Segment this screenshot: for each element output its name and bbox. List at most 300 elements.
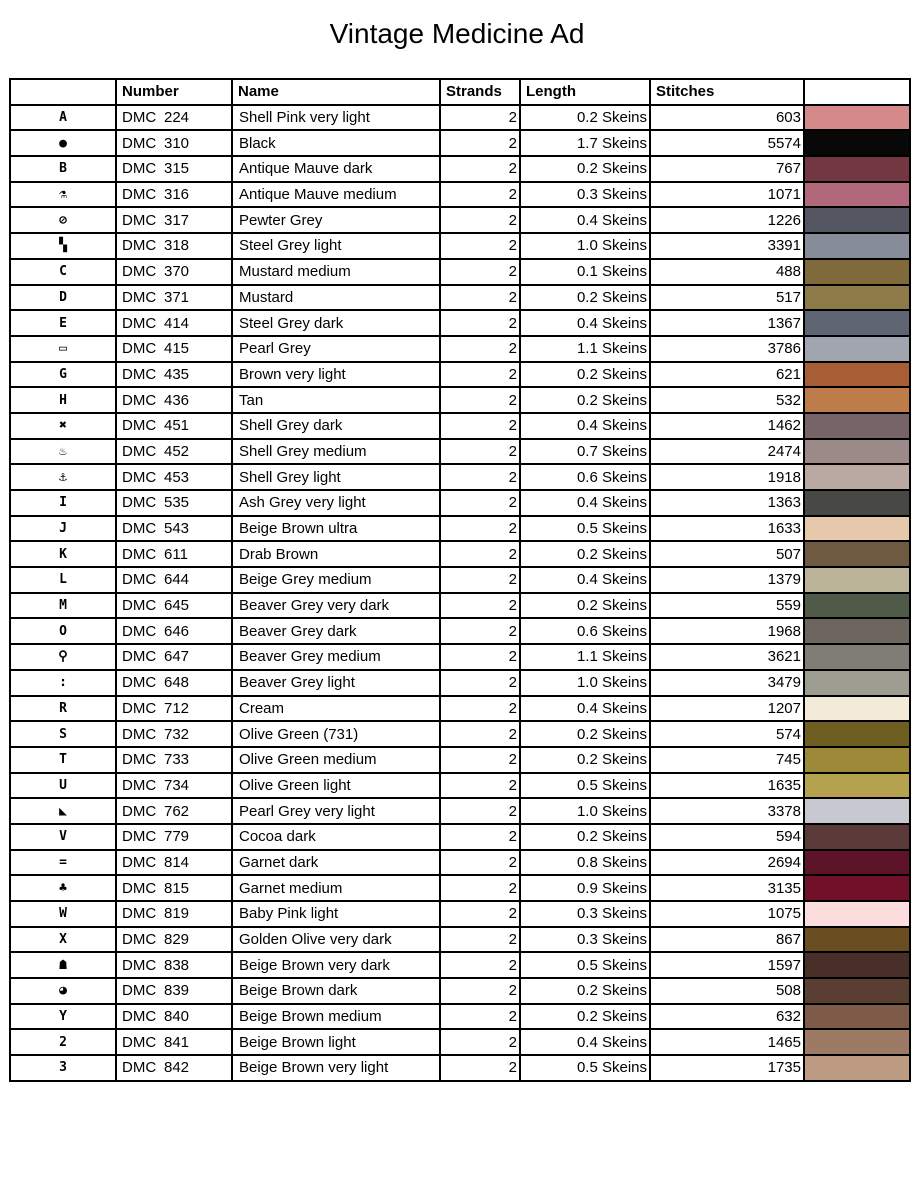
stitches-cell: 1379 [650, 567, 804, 593]
color-swatch [805, 440, 909, 464]
header-strands: Strands [440, 79, 520, 105]
name-cell: Drab Brown [232, 541, 440, 567]
strands-cell: 2 [440, 362, 520, 388]
header-stitches: Stitches [650, 79, 804, 105]
symbol-cell: Y [10, 1004, 116, 1030]
length-cell: 0.1 Skeins [520, 259, 650, 285]
color-swatch [805, 542, 909, 566]
strands-cell: 2 [440, 773, 520, 799]
symbol-cell: K [10, 541, 116, 567]
stitches-cell: 1226 [650, 207, 804, 233]
code-label: 318 [164, 237, 190, 255]
length-cell: 1.1 Skeins [520, 644, 650, 670]
symbol-cell: E [10, 310, 116, 336]
code-label: 371 [164, 288, 190, 306]
length-cell: 0.4 Skeins [520, 696, 650, 722]
table-row [10, 670, 910, 696]
color-swatch [805, 928, 909, 952]
color-swatch-cell [804, 824, 910, 850]
code-label: 436 [164, 391, 190, 409]
stitches-cell: 1735 [650, 1055, 804, 1081]
stitches-cell: 1363 [650, 490, 804, 516]
table-row [10, 773, 910, 799]
name-cell: Shell Grey medium [232, 439, 440, 465]
code-label: 814 [164, 853, 190, 871]
number-cell [116, 696, 232, 722]
stitches-cell: 1462 [650, 413, 804, 439]
color-swatch [805, 337, 909, 361]
strands-cell: 2 [440, 875, 520, 901]
length-cell: 0.2 Skeins [520, 978, 650, 1004]
color-swatch [805, 902, 909, 926]
stitches-cell: 488 [650, 259, 804, 285]
stitches-cell: 574 [650, 721, 804, 747]
color-swatch [805, 876, 909, 900]
color-swatch-cell [804, 310, 910, 336]
stitches-cell: 5574 [650, 130, 804, 156]
table-row [10, 156, 910, 182]
table-row [10, 541, 910, 567]
length-cell: 1.0 Skeins [520, 233, 650, 259]
number-cell [116, 259, 232, 285]
table-row [10, 207, 910, 233]
strands-cell: 2 [440, 336, 520, 362]
strands-cell: 2 [440, 490, 520, 516]
code-label: 841 [164, 1033, 190, 1051]
color-swatch-cell [804, 516, 910, 542]
name-cell: Olive Green medium [232, 747, 440, 773]
table-row [10, 362, 910, 388]
strands-cell: 2 [440, 644, 520, 670]
color-swatch-cell [804, 798, 910, 824]
number-cell [116, 978, 232, 1004]
brand-label: DMC [122, 160, 157, 178]
header-name: Name [232, 79, 440, 105]
brand-label: DMC [122, 776, 157, 794]
name-cell: Pearl Grey very light [232, 798, 440, 824]
brand-label: DMC [122, 442, 157, 460]
name-cell: Mustard medium [232, 259, 440, 285]
color-swatch-cell [804, 747, 910, 773]
color-swatch [805, 851, 909, 875]
length-cell: 0.2 Skeins [520, 362, 650, 388]
table-row [10, 875, 910, 901]
name-cell: Beige Brown ultra [232, 516, 440, 542]
table-row [10, 464, 910, 490]
table-row [10, 850, 910, 876]
table-row [10, 490, 910, 516]
length-cell: 1.1 Skeins [520, 336, 650, 362]
symbol-cell: ⚲ [10, 644, 116, 670]
page-title: Vintage Medicine Ad [329, 18, 585, 49]
brand-label: DMC [122, 956, 157, 974]
number-cell [116, 850, 232, 876]
color-swatch [805, 311, 909, 335]
table-row [10, 952, 910, 978]
color-swatch-cell [804, 156, 910, 182]
table-row [10, 798, 910, 824]
strands-cell: 2 [440, 541, 520, 567]
number-cell [116, 1029, 232, 1055]
stitches-cell: 745 [650, 747, 804, 773]
table-row [10, 721, 910, 747]
code-label: 646 [164, 622, 190, 640]
strands-cell: 2 [440, 156, 520, 182]
table-header-row [10, 79, 910, 105]
brand-label: DMC [122, 340, 157, 358]
name-cell: Shell Pink very light [232, 105, 440, 131]
color-swatch [805, 979, 909, 1003]
stitches-cell: 1635 [650, 773, 804, 799]
length-cell: 0.5 Skeins [520, 1055, 650, 1081]
code-label: 543 [164, 520, 190, 538]
length-cell: 0.7 Skeins [520, 439, 650, 465]
stitches-cell: 3786 [650, 336, 804, 362]
table-row [10, 927, 910, 953]
symbol-cell: H [10, 387, 116, 413]
length-cell: 0.2 Skeins [520, 824, 650, 850]
table-row [10, 516, 910, 542]
color-swatch [805, 157, 909, 181]
number-cell [116, 593, 232, 619]
strands-cell: 2 [440, 1055, 520, 1081]
color-swatch [805, 131, 909, 155]
table-row [10, 285, 910, 311]
stitches-cell: 507 [650, 541, 804, 567]
number-cell [116, 541, 232, 567]
strands-cell: 2 [440, 207, 520, 233]
name-cell: Garnet dark [232, 850, 440, 876]
symbol-cell: M [10, 593, 116, 619]
length-cell: 0.2 Skeins [520, 105, 650, 131]
brand-label: DMC [122, 391, 157, 409]
stitches-cell: 594 [650, 824, 804, 850]
symbol-cell: B [10, 156, 116, 182]
code-label: 840 [164, 1008, 190, 1026]
code-label: 370 [164, 263, 190, 281]
code-label: 648 [164, 674, 190, 692]
symbol-cell: V [10, 824, 116, 850]
strands-cell: 2 [440, 747, 520, 773]
strands-cell: 2 [440, 259, 520, 285]
name-cell: Garnet medium [232, 875, 440, 901]
code-label: 414 [164, 314, 190, 332]
brand-label: DMC [122, 263, 157, 281]
table-row [10, 978, 910, 1004]
strands-cell: 2 [440, 1004, 520, 1030]
number-cell [116, 798, 232, 824]
stitches-cell: 3391 [650, 233, 804, 259]
name-cell: Mustard [232, 285, 440, 311]
color-swatch-cell [804, 952, 910, 978]
color-swatch-cell [804, 1004, 910, 1030]
code-label: 317 [164, 211, 190, 229]
brand-label: DMC [122, 314, 157, 332]
stitches-cell: 3378 [650, 798, 804, 824]
number-cell [116, 644, 232, 670]
strands-cell: 2 [440, 952, 520, 978]
code-label: 734 [164, 776, 190, 794]
brand-label: DMC [122, 468, 157, 486]
length-cell: 0.8 Skeins [520, 850, 650, 876]
length-cell: 0.3 Skeins [520, 901, 650, 927]
name-cell: Pearl Grey [232, 336, 440, 362]
number-cell [116, 721, 232, 747]
code-label: 839 [164, 982, 190, 1000]
brand-label: DMC [122, 417, 157, 435]
number-cell [116, 516, 232, 542]
number-cell [116, 773, 232, 799]
strands-cell: 2 [440, 567, 520, 593]
length-cell: 1.0 Skeins [520, 670, 650, 696]
strands-cell: 2 [440, 413, 520, 439]
color-swatch [805, 106, 909, 130]
number-cell [116, 105, 232, 131]
brand-label: DMC [122, 520, 157, 538]
name-cell: Black [232, 130, 440, 156]
stitches-cell: 1367 [650, 310, 804, 336]
name-cell: Beige Grey medium [232, 567, 440, 593]
strands-cell: 2 [440, 285, 520, 311]
brand-label: DMC [122, 1059, 157, 1077]
length-cell: 0.3 Skeins [520, 182, 650, 208]
color-swatch-cell [804, 875, 910, 901]
length-cell: 1.0 Skeins [520, 798, 650, 824]
strands-cell: 2 [440, 850, 520, 876]
color-swatch [805, 465, 909, 489]
color-swatch [805, 1056, 909, 1080]
number-cell [116, 875, 232, 901]
stitches-cell: 2474 [650, 439, 804, 465]
table-row [10, 130, 910, 156]
color-swatch [805, 825, 909, 849]
brand-label: DMC [122, 1008, 157, 1026]
brand-label: DMC [122, 674, 157, 692]
symbol-cell: S [10, 721, 116, 747]
code-label: 535 [164, 494, 190, 512]
color-swatch-cell [804, 593, 910, 619]
color-swatch-cell [804, 233, 910, 259]
strands-cell: 2 [440, 130, 520, 156]
color-swatch [805, 517, 909, 541]
symbol-cell: 2 [10, 1029, 116, 1055]
name-cell: Beaver Grey dark [232, 618, 440, 644]
stitches-cell: 603 [650, 105, 804, 131]
name-cell: Steel Grey light [232, 233, 440, 259]
number-cell [116, 233, 232, 259]
number-cell [116, 387, 232, 413]
number-cell [116, 927, 232, 953]
stitches-cell: 1071 [650, 182, 804, 208]
number-cell [116, 567, 232, 593]
color-swatch-cell [804, 644, 910, 670]
length-cell: 0.4 Skeins [520, 413, 650, 439]
number-cell [116, 182, 232, 208]
code-label: 611 [164, 545, 188, 563]
strands-cell: 2 [440, 516, 520, 542]
length-cell: 0.5 Skeins [520, 952, 650, 978]
length-cell: 0.2 Skeins [520, 721, 650, 747]
color-swatch-cell [804, 1029, 910, 1055]
symbol-cell: ☗ [10, 952, 116, 978]
length-cell: 0.3 Skeins [520, 927, 650, 953]
color-swatch-cell [804, 182, 910, 208]
header-length: Length [520, 79, 650, 105]
symbol-cell: J [10, 516, 116, 542]
color-swatch [805, 799, 909, 823]
color-swatch-cell [804, 850, 910, 876]
number-cell [116, 952, 232, 978]
stitches-cell: 1918 [650, 464, 804, 490]
table-row [10, 618, 910, 644]
code-label: 415 [164, 340, 190, 358]
color-swatch-cell [804, 670, 910, 696]
color-swatch-cell [804, 439, 910, 465]
name-cell: Beaver Grey very dark [232, 593, 440, 619]
color-swatch [805, 953, 909, 977]
length-cell: 0.2 Skeins [520, 541, 650, 567]
color-swatch-cell [804, 927, 910, 953]
symbol-cell: D [10, 285, 116, 311]
floss-table [9, 78, 911, 1082]
name-cell: Beaver Grey light [232, 670, 440, 696]
number-cell [116, 747, 232, 773]
table-row [10, 310, 910, 336]
brand-label: DMC [122, 751, 157, 769]
symbol-cell: ▚ [10, 233, 116, 259]
symbol-cell: W [10, 901, 116, 927]
color-swatch-cell [804, 130, 910, 156]
number-cell [116, 901, 232, 927]
code-label: 224 [164, 109, 190, 127]
color-swatch [805, 388, 909, 412]
symbol-cell: = [10, 850, 116, 876]
strands-cell: 2 [440, 670, 520, 696]
color-swatch [805, 183, 909, 207]
brand-label: DMC [122, 288, 157, 306]
length-cell: 0.4 Skeins [520, 310, 650, 336]
strands-cell: 2 [440, 593, 520, 619]
length-cell: 0.2 Skeins [520, 593, 650, 619]
name-cell: Baby Pink light [232, 901, 440, 927]
symbol-cell: ⊘ [10, 207, 116, 233]
number-cell [116, 310, 232, 336]
header-number: Number [116, 79, 232, 105]
number-cell [116, 439, 232, 465]
length-cell: 0.5 Skeins [520, 516, 650, 542]
brand-label: DMC [122, 802, 157, 820]
length-cell: 0.4 Skeins [520, 490, 650, 516]
length-cell: 0.2 Skeins [520, 285, 650, 311]
stitches-cell: 517 [650, 285, 804, 311]
color-swatch-cell [804, 773, 910, 799]
number-cell [116, 464, 232, 490]
color-swatch-cell [804, 978, 910, 1004]
brand-label: DMC [122, 134, 157, 152]
length-cell: 0.2 Skeins [520, 747, 650, 773]
color-swatch-cell [804, 105, 910, 131]
brand-label: DMC [122, 545, 157, 563]
name-cell: Beige Brown very light [232, 1055, 440, 1081]
symbol-cell: A [10, 105, 116, 131]
stitches-cell: 2694 [650, 850, 804, 876]
code-label: 645 [164, 597, 190, 615]
stitches-cell: 532 [650, 387, 804, 413]
brand-label: DMC [122, 237, 157, 255]
name-cell: Beige Brown dark [232, 978, 440, 1004]
strands-cell: 2 [440, 978, 520, 1004]
brand-label: DMC [122, 1033, 157, 1051]
table-row [10, 439, 910, 465]
code-label: 316 [164, 186, 190, 204]
symbol-cell: ✖ [10, 413, 116, 439]
number-cell [116, 670, 232, 696]
brand-label: DMC [122, 931, 157, 949]
number-cell [116, 824, 232, 850]
code-label: 819 [164, 905, 190, 923]
table-row [10, 696, 910, 722]
name-cell: Antique Mauve medium [232, 182, 440, 208]
name-cell: Olive Green light [232, 773, 440, 799]
stitches-cell: 3479 [650, 670, 804, 696]
number-cell [116, 207, 232, 233]
brand-label: DMC [122, 186, 157, 204]
brand-label: DMC [122, 853, 157, 871]
brand-label: DMC [122, 982, 157, 1000]
color-swatch [805, 234, 909, 258]
color-swatch-cell [804, 901, 910, 927]
table-row [10, 233, 910, 259]
name-cell: Tan [232, 387, 440, 413]
strands-cell: 2 [440, 233, 520, 259]
code-label: 310 [164, 134, 190, 152]
table-row [10, 644, 910, 670]
code-label: 435 [164, 365, 190, 383]
color-swatch-cell [804, 336, 910, 362]
name-cell: Olive Green (731) [232, 721, 440, 747]
name-cell: Antique Mauve dark [232, 156, 440, 182]
code-label: 453 [164, 468, 190, 486]
color-swatch-cell [804, 721, 910, 747]
color-swatch [805, 748, 909, 772]
stitches-cell: 559 [650, 593, 804, 619]
symbol-cell: ▭ [10, 336, 116, 362]
strands-cell: 2 [440, 798, 520, 824]
color-swatch-cell [804, 618, 910, 644]
code-label: 733 [164, 751, 190, 769]
color-swatch [805, 619, 909, 643]
number-cell [116, 156, 232, 182]
name-cell: Shell Grey light [232, 464, 440, 490]
color-swatch-cell [804, 207, 910, 233]
code-label: 779 [164, 828, 190, 846]
symbol-cell: ● [10, 130, 116, 156]
color-swatch [805, 491, 909, 515]
number-cell [116, 1004, 232, 1030]
code-label: 451 [164, 417, 190, 435]
color-swatch [805, 671, 909, 695]
number-cell [116, 1055, 232, 1081]
code-label: 838 [164, 956, 190, 974]
color-swatch-cell [804, 387, 910, 413]
name-cell: Beige Brown light [232, 1029, 440, 1055]
table-row [10, 1055, 910, 1081]
color-swatch [805, 1005, 909, 1029]
name-cell: Brown very light [232, 362, 440, 388]
strands-cell: 2 [440, 310, 520, 336]
stitches-cell: 867 [650, 927, 804, 953]
number-cell [116, 618, 232, 644]
